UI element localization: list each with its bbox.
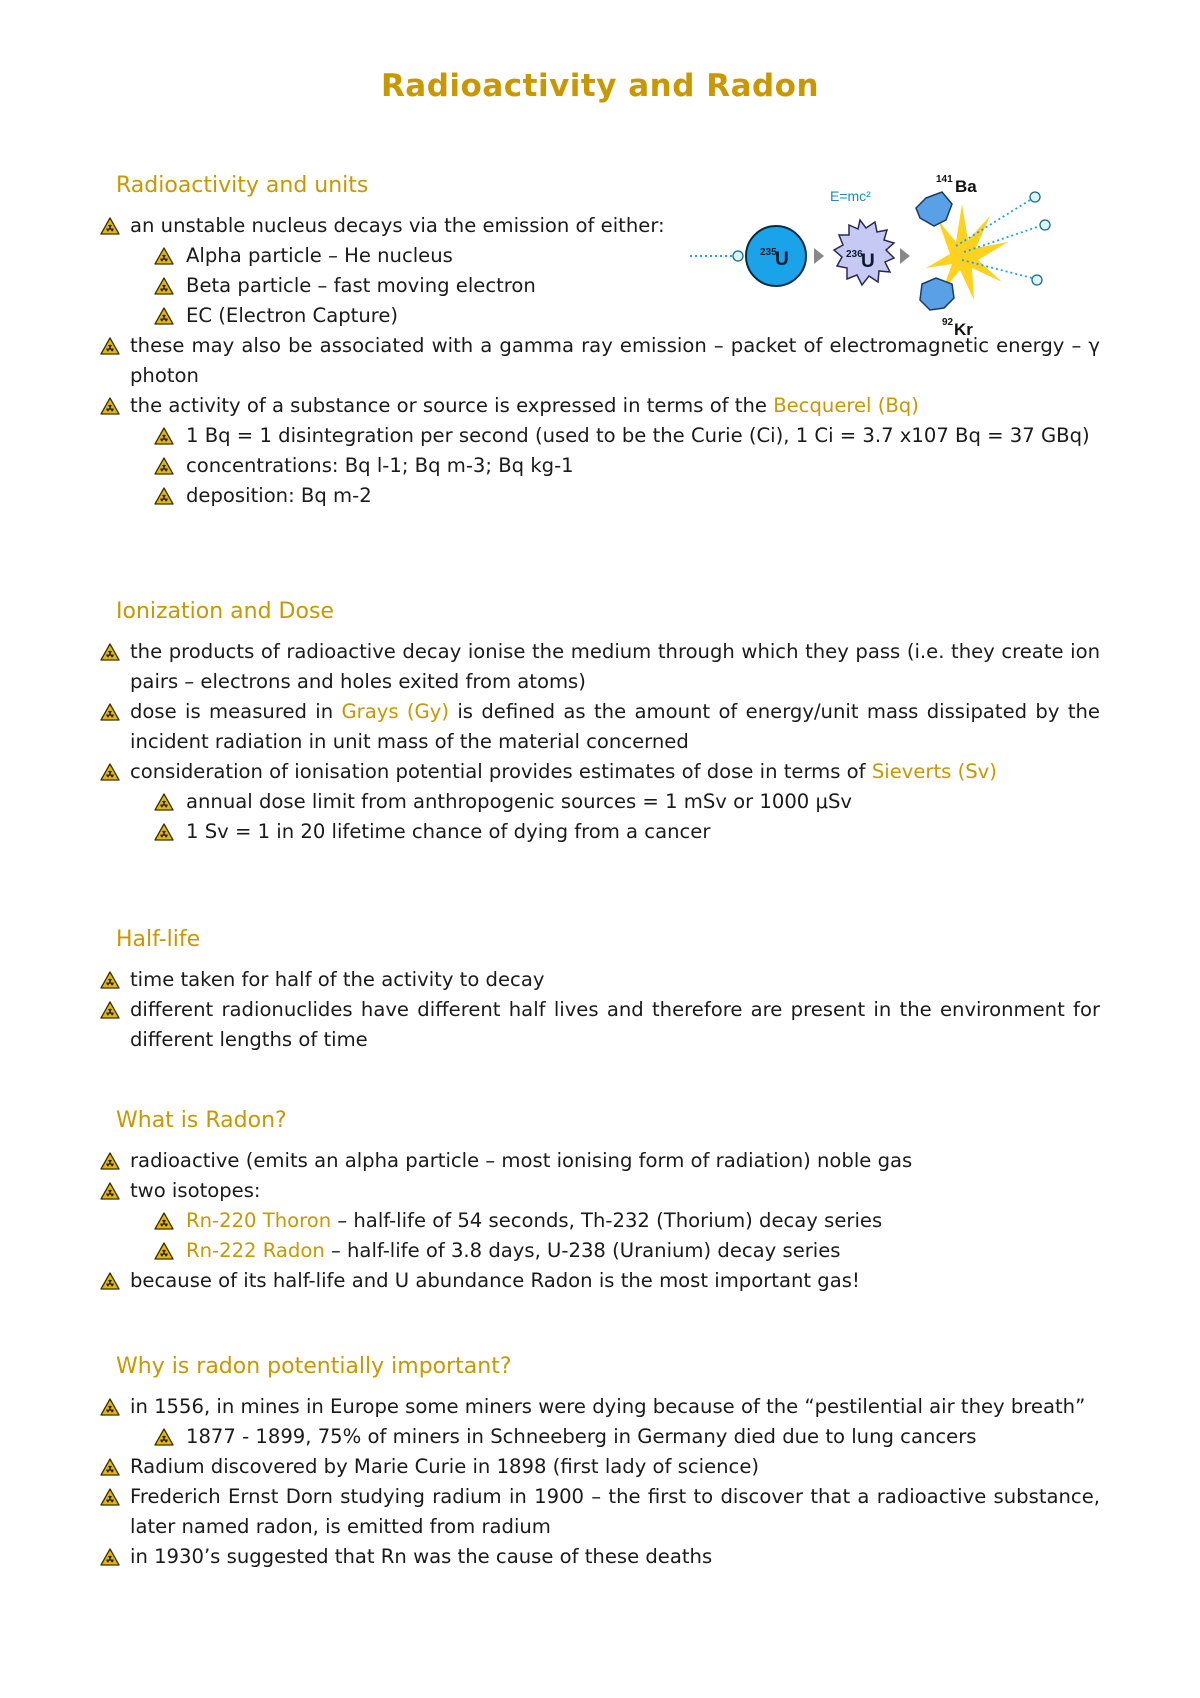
list-item: annual dose limit from anthropogenic sources = 1 mSv or 1000 μSv	[100, 787, 1100, 817]
list-item: radioactive (emits an alpha particle – most ionising form of radiation) noble gas	[100, 1146, 1100, 1176]
radiation-warning-icon	[100, 1182, 120, 1200]
ba-mass-label: 141	[936, 174, 953, 185]
section-why-radon-important	[100, 1352, 1100, 1572]
section-heading: Why is radon potentially important?	[116, 1354, 512, 1379]
section-heading: What is Radon?	[116, 1108, 287, 1133]
list-item: Beta particle – fast moving electron	[100, 271, 826, 301]
radiation-warning-icon	[154, 307, 174, 325]
list-item: the products of radioactive decay ionise the medium through which they pass (i.e. they create ion pairs – electrons and holes exited from atoms)	[100, 637, 1100, 697]
grays-term: Grays (Gy)	[341, 700, 449, 723]
radiation-warning-icon	[154, 487, 174, 505]
section-heading: Half-life	[116, 927, 201, 952]
radiation-warning-icon	[100, 763, 120, 781]
kr-symbol-label: Kr	[954, 320, 973, 338]
radiation-warning-icon	[154, 277, 174, 295]
radiation-warning-icon	[100, 217, 120, 235]
u235-mass-label: 235	[760, 247, 777, 258]
bullet-list	[100, 1392, 1100, 1572]
list-item: 1 Bq = 1 disintegration per second (used to be the Curie (Ci), 1 Ci = 3.7 x107 Bq = 37 GBq)	[100, 421, 1100, 451]
radiation-warning-icon	[154, 1212, 174, 1230]
list-item: because of its half-life and U abundance Radon is the most important gas!	[100, 1266, 1100, 1296]
section-radioactivity-units	[100, 171, 1100, 511]
radiation-warning-icon	[154, 427, 174, 445]
section-heading: Radioactivity and units	[116, 173, 369, 198]
list-item: consideration of ionisation potential provides estimates of dose in terms of Sieverts (Sv)	[100, 757, 1100, 787]
section-what-is-radon	[100, 1106, 1100, 1296]
list-item: Alpha particle – He nucleus	[100, 241, 826, 271]
radiation-warning-icon	[100, 1152, 120, 1170]
list-item: EC (Electron Capture)	[100, 301, 826, 331]
radiation-warning-icon	[154, 457, 174, 475]
section-heading: Ionization and Dose	[116, 599, 334, 624]
list-item: 1 Sv = 1 in 20 lifetime chance of dying from a cancer	[100, 817, 1100, 847]
radiation-warning-icon	[100, 337, 120, 355]
thoron-term: Rn-220 Thoron	[186, 1209, 332, 1232]
list-item: an unstable nucleus decays via the emission of either:	[100, 211, 770, 241]
radiation-warning-icon	[100, 643, 120, 661]
u236-mass-label: 236	[846, 249, 863, 260]
radon-term: Rn-222 Radon	[186, 1239, 325, 1262]
radiation-warning-icon	[100, 971, 120, 989]
kr-mass-label: 92	[942, 317, 954, 328]
radiation-warning-icon	[100, 1272, 120, 1290]
section-half-life	[100, 925, 1100, 1055]
bullet-list	[100, 965, 1100, 1055]
ba-symbol-label: Ba	[955, 177, 977, 196]
list-item: Rn-220 Thoron – half-life of 54 seconds, Th-232 (Thorium) decay series	[100, 1206, 1100, 1236]
list-item: in 1556, in mines in Europe some miners were dying because of the “pestilential air they breath”	[100, 1392, 1100, 1422]
list-item: Rn-222 Radon – half-life of 3.8 days, U-238 (Uranium) decay series	[100, 1236, 1100, 1266]
sieverts-term: Sieverts (Sv)	[871, 760, 997, 783]
section-ionization-dose	[100, 597, 1100, 847]
bullet-list	[100, 211, 1100, 511]
emc2-label: E=mc²	[830, 188, 871, 204]
list-item: different radionuclides have different half lives and therefore are present in the environment for different lengths of time	[100, 995, 1100, 1055]
list-item: Frederich Ernst Dorn studying radium in 1900 – the first to discover that a radioactive substance, later named radon, is emitted from radium	[100, 1482, 1100, 1542]
radiation-warning-icon	[100, 1488, 120, 1506]
page-title: Radioactivity and Radon	[380, 68, 820, 104]
radiation-warning-icon	[100, 1458, 120, 1476]
list-item: the activity of a substance or source is expressed in terms of the Becquerel (Bq)	[100, 391, 1100, 421]
list-item: in 1930’s suggested that Rn was the cause of these deaths	[100, 1542, 1100, 1572]
bullet-list	[100, 637, 1100, 847]
u235-symbol-label: U	[775, 249, 789, 270]
becquerel-term: Becquerel (Bq)	[773, 394, 919, 417]
list-item: deposition: Bq m-2	[100, 481, 1100, 511]
list-item: time taken for half of the activity to decay	[100, 965, 1100, 995]
list-item: two isotopes:	[100, 1176, 1100, 1206]
radiation-warning-icon	[100, 703, 120, 721]
radiation-warning-icon	[100, 1548, 120, 1566]
radiation-warning-icon	[154, 1428, 174, 1446]
list-item: concentrations: Bq l-1; Bq m-3; Bq kg-1	[100, 451, 1100, 481]
radiation-warning-icon	[154, 1242, 174, 1260]
u236-symbol-label: U	[861, 251, 875, 272]
radiation-warning-icon	[154, 793, 174, 811]
bullet-list	[100, 1146, 1100, 1296]
radiation-warning-icon	[100, 397, 120, 415]
radiation-warning-icon	[154, 823, 174, 841]
list-item: these may also be associated with a gamma ray emission – packet of electromagnetic energy – γ photon	[100, 331, 1100, 391]
list-item: 1877 - 1899, 75% of miners in Schneeberg in Germany died due to lung cancers	[100, 1422, 1100, 1452]
list-item: dose is measured in Grays (Gy) is defined as the amount of energy/unit mass dissipated by the incident radiation in unit mass of the material concerned	[100, 697, 1100, 757]
radiation-warning-icon	[100, 1398, 120, 1416]
radiation-warning-icon	[100, 1001, 120, 1019]
list-item: Radium discovered by Marie Curie in 1898 (first lady of science)	[100, 1452, 1100, 1482]
radiation-warning-icon	[154, 247, 174, 265]
